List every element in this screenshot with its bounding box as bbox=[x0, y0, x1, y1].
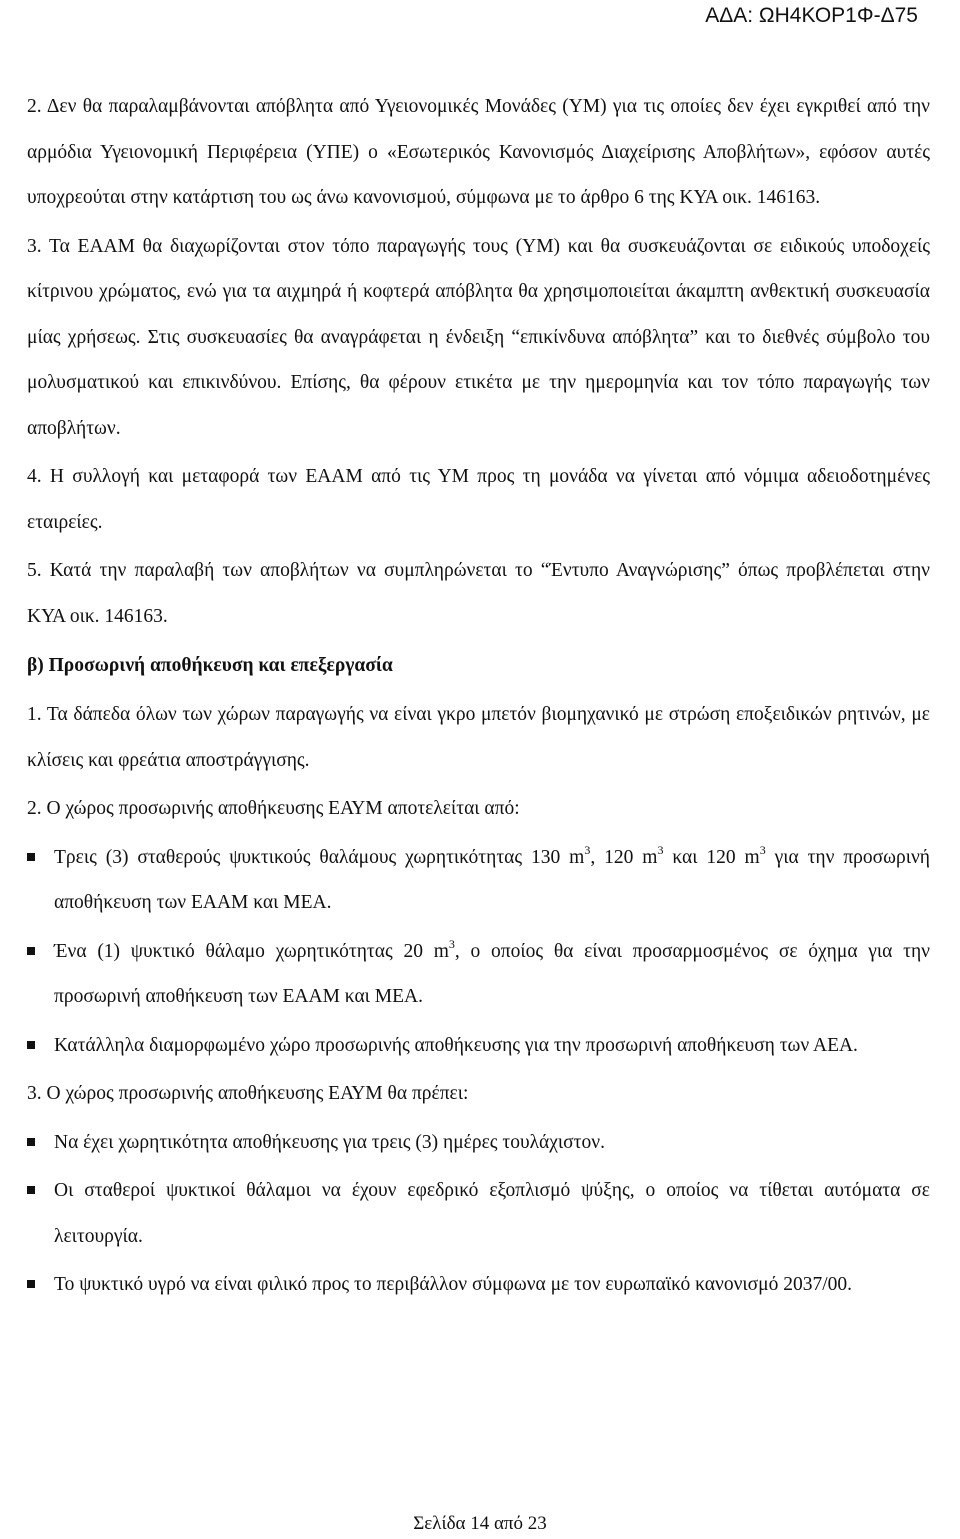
list-item-text: Τρεις (3) σταθερούς ψυκτικούς θαλάμους χωρητικότητας 130 $m^3$, 120 $m^3$ και 120 $m^3$ για την προσωρινή αποθήκευση των ΕΑΑΜ και ΜΕΑ. bbox=[54, 842, 930, 913]
paragraph-3: 3. Τα ΕΑΑΜ θα διαχωρίζονται στον τόπο παραγωγής τους (ΥΜ) και θα συσκευάζονται σε ειδικούς υποδοχείς κίτρινου χρώματος, ενώ για τα αιχμηρά ή κοφτερά απόβλητα θα χρησιμοποιείται άκαμπτη ανθεκτική συσκευασία μίας χρήσεως. Στις συσκευασίες θα αναγράφεται η ένδειξη “επικίνδυνα απόβλητα” και το διεθνές σύμβολο του μολυσματικού και επικινδύνου. Επίσης, θα φέρουν ετικέτα με την ημερομηνία και τον τόπο παραγωγής των αποβλήτων. bbox=[27, 235, 930, 439]
section-b-item-3-intro: 3. Ο χώρος προσωρινής αποθήκευσης ΕΑΥΜ θα πρέπει: bbox=[27, 1083, 469, 1104]
section-b-heading: β) Προσωρινή αποθήκευση και επεξεργασία bbox=[27, 655, 393, 676]
list-item bbox=[27, 1120, 930, 1166]
ada-header: ΑΔΑ: ΩΗ4ΚΟΡ1Φ-Δ75 bbox=[705, 4, 918, 27]
paragraph-2: 2. Δεν θα παραλαμβάνονται απόβλητα από Υγειονομικές Μονάδες (ΥΜ) για τις οποίες δεν έχει εγκριθεί από την αρμόδια Υγειονομική Περιφέρεια (ΥΠΕ) ο «Εσωτερικός Κανονισμός Διαχείρισης Αποβλήτων», εφόσον αυτές υποχρεούται στην κατάρτιση του ως άνω κανονισμού, σύμφωνα με το άρθρο 6 της ΚΥΑ οικ. 146163. bbox=[27, 96, 930, 208]
list-item bbox=[27, 835, 930, 926]
list-item-text: Κατάλληλα διαμορφωμένο χώρο προσωρινής αποθήκευσης για την προσωρινή αποθήκευση των ΑΕΑ. bbox=[54, 1034, 858, 1056]
list-item bbox=[27, 929, 930, 1020]
paragraph-4: 4. Η συλλογή και μεταφορά των ΕΑΑΜ από τις ΥΜ προς τη μονάδα να γίνεται από νόμιμα αδειοδοτημένες εταιρείες. bbox=[27, 466, 930, 533]
paragraph-5: 5. Κατά την παραλαβή των αποβλήτων να συμπληρώνεται το “Έντυπο Αναγνώρισης” όπως προβλέπεται στην ΚΥΑ οικ. 146163. bbox=[27, 560, 930, 627]
square-bullet-icon bbox=[27, 1186, 35, 1194]
square-bullet-icon bbox=[27, 853, 35, 861]
list-item bbox=[27, 1168, 930, 1259]
list-item-text: Το ψυκτικό υγρό να είναι φιλικό προς το περιβάλλον σύμφωνα με τον ευρωπαϊκό κανονισμό 2037/00. bbox=[54, 1274, 853, 1295]
square-bullet-icon bbox=[27, 1280, 35, 1288]
square-bullet-icon bbox=[27, 947, 35, 955]
list-item-text: Ένα (1) ψυκτικό θάλαμο χωρητικότητας 20 $m^3$, ο οποίος θα είναι προσαρμοσμένος σε όχημα για την προσωρινή αποθήκευση των ΕΑΑΜ και ΜΕΑ. bbox=[54, 936, 930, 1007]
square-bullet-icon bbox=[27, 1041, 35, 1049]
square-bullet-icon bbox=[27, 1138, 35, 1146]
document-body bbox=[27, 84, 930, 1308]
section-b-item-2-intro: 2. Ο χώρος προσωρινής αποθήκευσης ΕΑΥΜ αποτελείται από: bbox=[27, 798, 520, 819]
list-item bbox=[27, 1262, 930, 1308]
list-item bbox=[27, 1023, 930, 1069]
list-item-text: Να έχει χωρητικότητα αποθήκευσης για τρεις (3) ημέρες τουλάχιστον. bbox=[54, 1131, 605, 1153]
list-item-text: Οι σταθεροί ψυκτικοί θάλαμοι να έχουν εφεδρικό εξοπλισμό ψύξης, ο οποίος να τίθεται αυτόματα σε λειτουργία. bbox=[54, 1180, 930, 1247]
section-b-item-1: 1. Τα δάπεδα όλων των χώρων παραγωγής να είναι γκρο μπετόν βιομηχανικό με στρώση εποξειδικών ρητινών, με κλίσεις και φρεάτια αποστράγγισης. bbox=[27, 704, 930, 771]
page-number: Σελίδα 14 από 23 bbox=[413, 1513, 547, 1534]
